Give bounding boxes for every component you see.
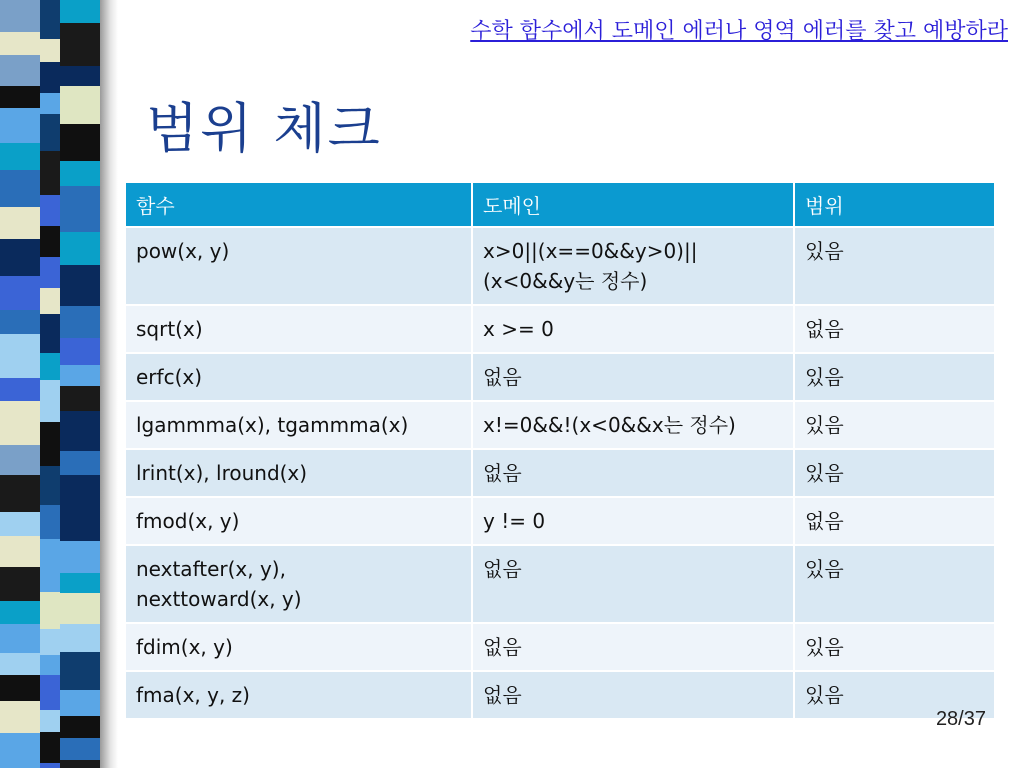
decor-block: [40, 226, 60, 257]
decor-block: [40, 422, 60, 466]
decor-block: [60, 23, 100, 66]
decor-block: [40, 710, 60, 732]
header-link[interactable]: 수학 함수에서 도메인 에러나 영역 에러를 찾고 예방하라: [470, 19, 1008, 44]
decor-block: [60, 86, 100, 124]
row-domain: y != 0: [472, 497, 794, 545]
decor-block: [60, 161, 100, 186]
row-domain: x!=0&&!(x<0&&x는 정수): [472, 401, 794, 449]
decor-block: [40, 655, 60, 675]
decor-block: [60, 716, 100, 738]
decor-block: [0, 512, 40, 536]
table-row: [126, 449, 995, 497]
page-number: 28/37: [935, 708, 986, 730]
decor-block: [60, 541, 100, 573]
decor-block: [40, 0, 60, 39]
decor-block: [0, 276, 40, 310]
decor-block: [60, 186, 100, 210]
table-header-row: [126, 183, 995, 227]
row-domain: 없음: [472, 671, 794, 718]
decor-block: [40, 466, 60, 505]
decor-block: [40, 629, 60, 655]
decor-block: [0, 334, 40, 378]
row-func: erfc(x): [126, 353, 472, 401]
decor-block: [0, 601, 40, 624]
table-row: [126, 305, 995, 353]
strip-shadow: [100, 0, 118, 768]
decor-block: [40, 39, 60, 62]
decor-block: [0, 378, 40, 401]
decor-block: [0, 701, 40, 733]
row-domain: 없음: [472, 623, 794, 671]
decor-block: [60, 365, 100, 386]
decor-block: [60, 760, 100, 768]
decor-block: [0, 239, 40, 276]
row-range: 있음: [794, 449, 995, 497]
header-range: 범위: [794, 183, 995, 227]
decor-block: [60, 66, 100, 86]
decorative-left-strip: [0, 0, 118, 768]
decor-block: [40, 314, 60, 353]
decor-block: [0, 567, 40, 601]
row-domain: x >= 0: [472, 305, 794, 353]
decor-block: [60, 511, 100, 541]
decor-block: [60, 738, 100, 760]
row-range: 있음: [794, 227, 995, 305]
decor-block: [60, 573, 100, 593]
decor-block: [40, 592, 60, 629]
decor-block: [60, 451, 100, 475]
decor-block: [40, 505, 60, 539]
table-row: [126, 623, 995, 671]
decor-block: [40, 93, 60, 114]
decor-block: [0, 108, 40, 143]
row-range: 있음: [794, 623, 995, 671]
row-range: 없음: [794, 497, 995, 545]
color-blocks: [0, 0, 100, 768]
decor-block: [60, 624, 100, 652]
row-func: pow(x, y): [126, 227, 472, 305]
function-range-table: [126, 183, 996, 718]
decor-block: [40, 732, 60, 763]
decor-block: [0, 207, 40, 239]
row-func: lrint(x), lround(x): [126, 449, 472, 497]
decor-block: [40, 62, 60, 93]
decor-block: [0, 0, 40, 32]
row-range: 있음: [794, 671, 995, 718]
decor-block: [40, 567, 60, 592]
decor-block: [40, 353, 60, 380]
row-func: sqrt(x): [126, 305, 472, 353]
decor-block: [0, 86, 40, 108]
decor-block: [60, 386, 100, 411]
row-range: 없음: [794, 305, 995, 353]
row-domain: 없음: [472, 449, 794, 497]
row-domain: 없음: [472, 353, 794, 401]
decor-block: [60, 593, 100, 624]
decor-block: [0, 401, 40, 445]
decor-block: [60, 232, 100, 265]
decor-block: [40, 380, 60, 422]
decor-block: [40, 763, 60, 768]
row-domain: 없음: [472, 545, 794, 623]
decor-block: [0, 310, 40, 334]
decor-block: [0, 32, 40, 55]
decor-block: [0, 675, 40, 701]
decor-block: [0, 143, 40, 170]
decor-block: [40, 151, 60, 195]
decor-block: [0, 536, 40, 567]
decor-block: [60, 124, 100, 161]
decor-block: [0, 624, 40, 653]
decor-block: [40, 675, 60, 710]
row-range: 있음: [794, 401, 995, 449]
decor-block: [60, 0, 100, 23]
row-func: fmod(x, y): [126, 497, 472, 545]
row-func: nextafter(x, y), nexttoward(x, y): [126, 545, 472, 623]
row-domain: x>0||(x==0&&y>0)|| (x<0&&y는 정수): [472, 227, 794, 305]
decor-block: [60, 338, 100, 365]
row-func: lgammma(x), tgammma(x): [126, 401, 472, 449]
decor-block: [40, 195, 60, 226]
slide-title: 범위 체크: [146, 97, 382, 160]
decor-block: [0, 170, 40, 207]
decor-block: [60, 210, 100, 232]
decor-block: [60, 652, 100, 690]
decor-block: [0, 445, 40, 475]
row-func: fma(x, y, z): [126, 671, 472, 718]
decor-block: [60, 265, 100, 306]
decor-block: [0, 733, 40, 768]
decor-block: [60, 411, 100, 451]
row-range: 있음: [794, 545, 995, 623]
decor-block: [40, 257, 60, 288]
decor-block: [40, 288, 60, 314]
decor-block: [40, 114, 60, 151]
decor-block: [60, 475, 100, 511]
decor-block: [0, 475, 40, 512]
decor-block: [60, 690, 100, 716]
decor-block: [60, 306, 100, 338]
decor-block: [40, 539, 60, 567]
table-row: [126, 671, 995, 718]
table-row: [126, 401, 995, 449]
table-row: [126, 497, 995, 545]
header-func: 함수: [126, 183, 472, 227]
decor-block: [0, 653, 40, 675]
decor-block: [0, 55, 40, 86]
table-row: [126, 545, 995, 623]
row-range: 있음: [794, 353, 995, 401]
table-row: [126, 227, 995, 305]
row-func: fdim(x, y): [126, 623, 472, 671]
header-domain: 도메인: [472, 183, 794, 227]
table-row: [126, 353, 995, 401]
